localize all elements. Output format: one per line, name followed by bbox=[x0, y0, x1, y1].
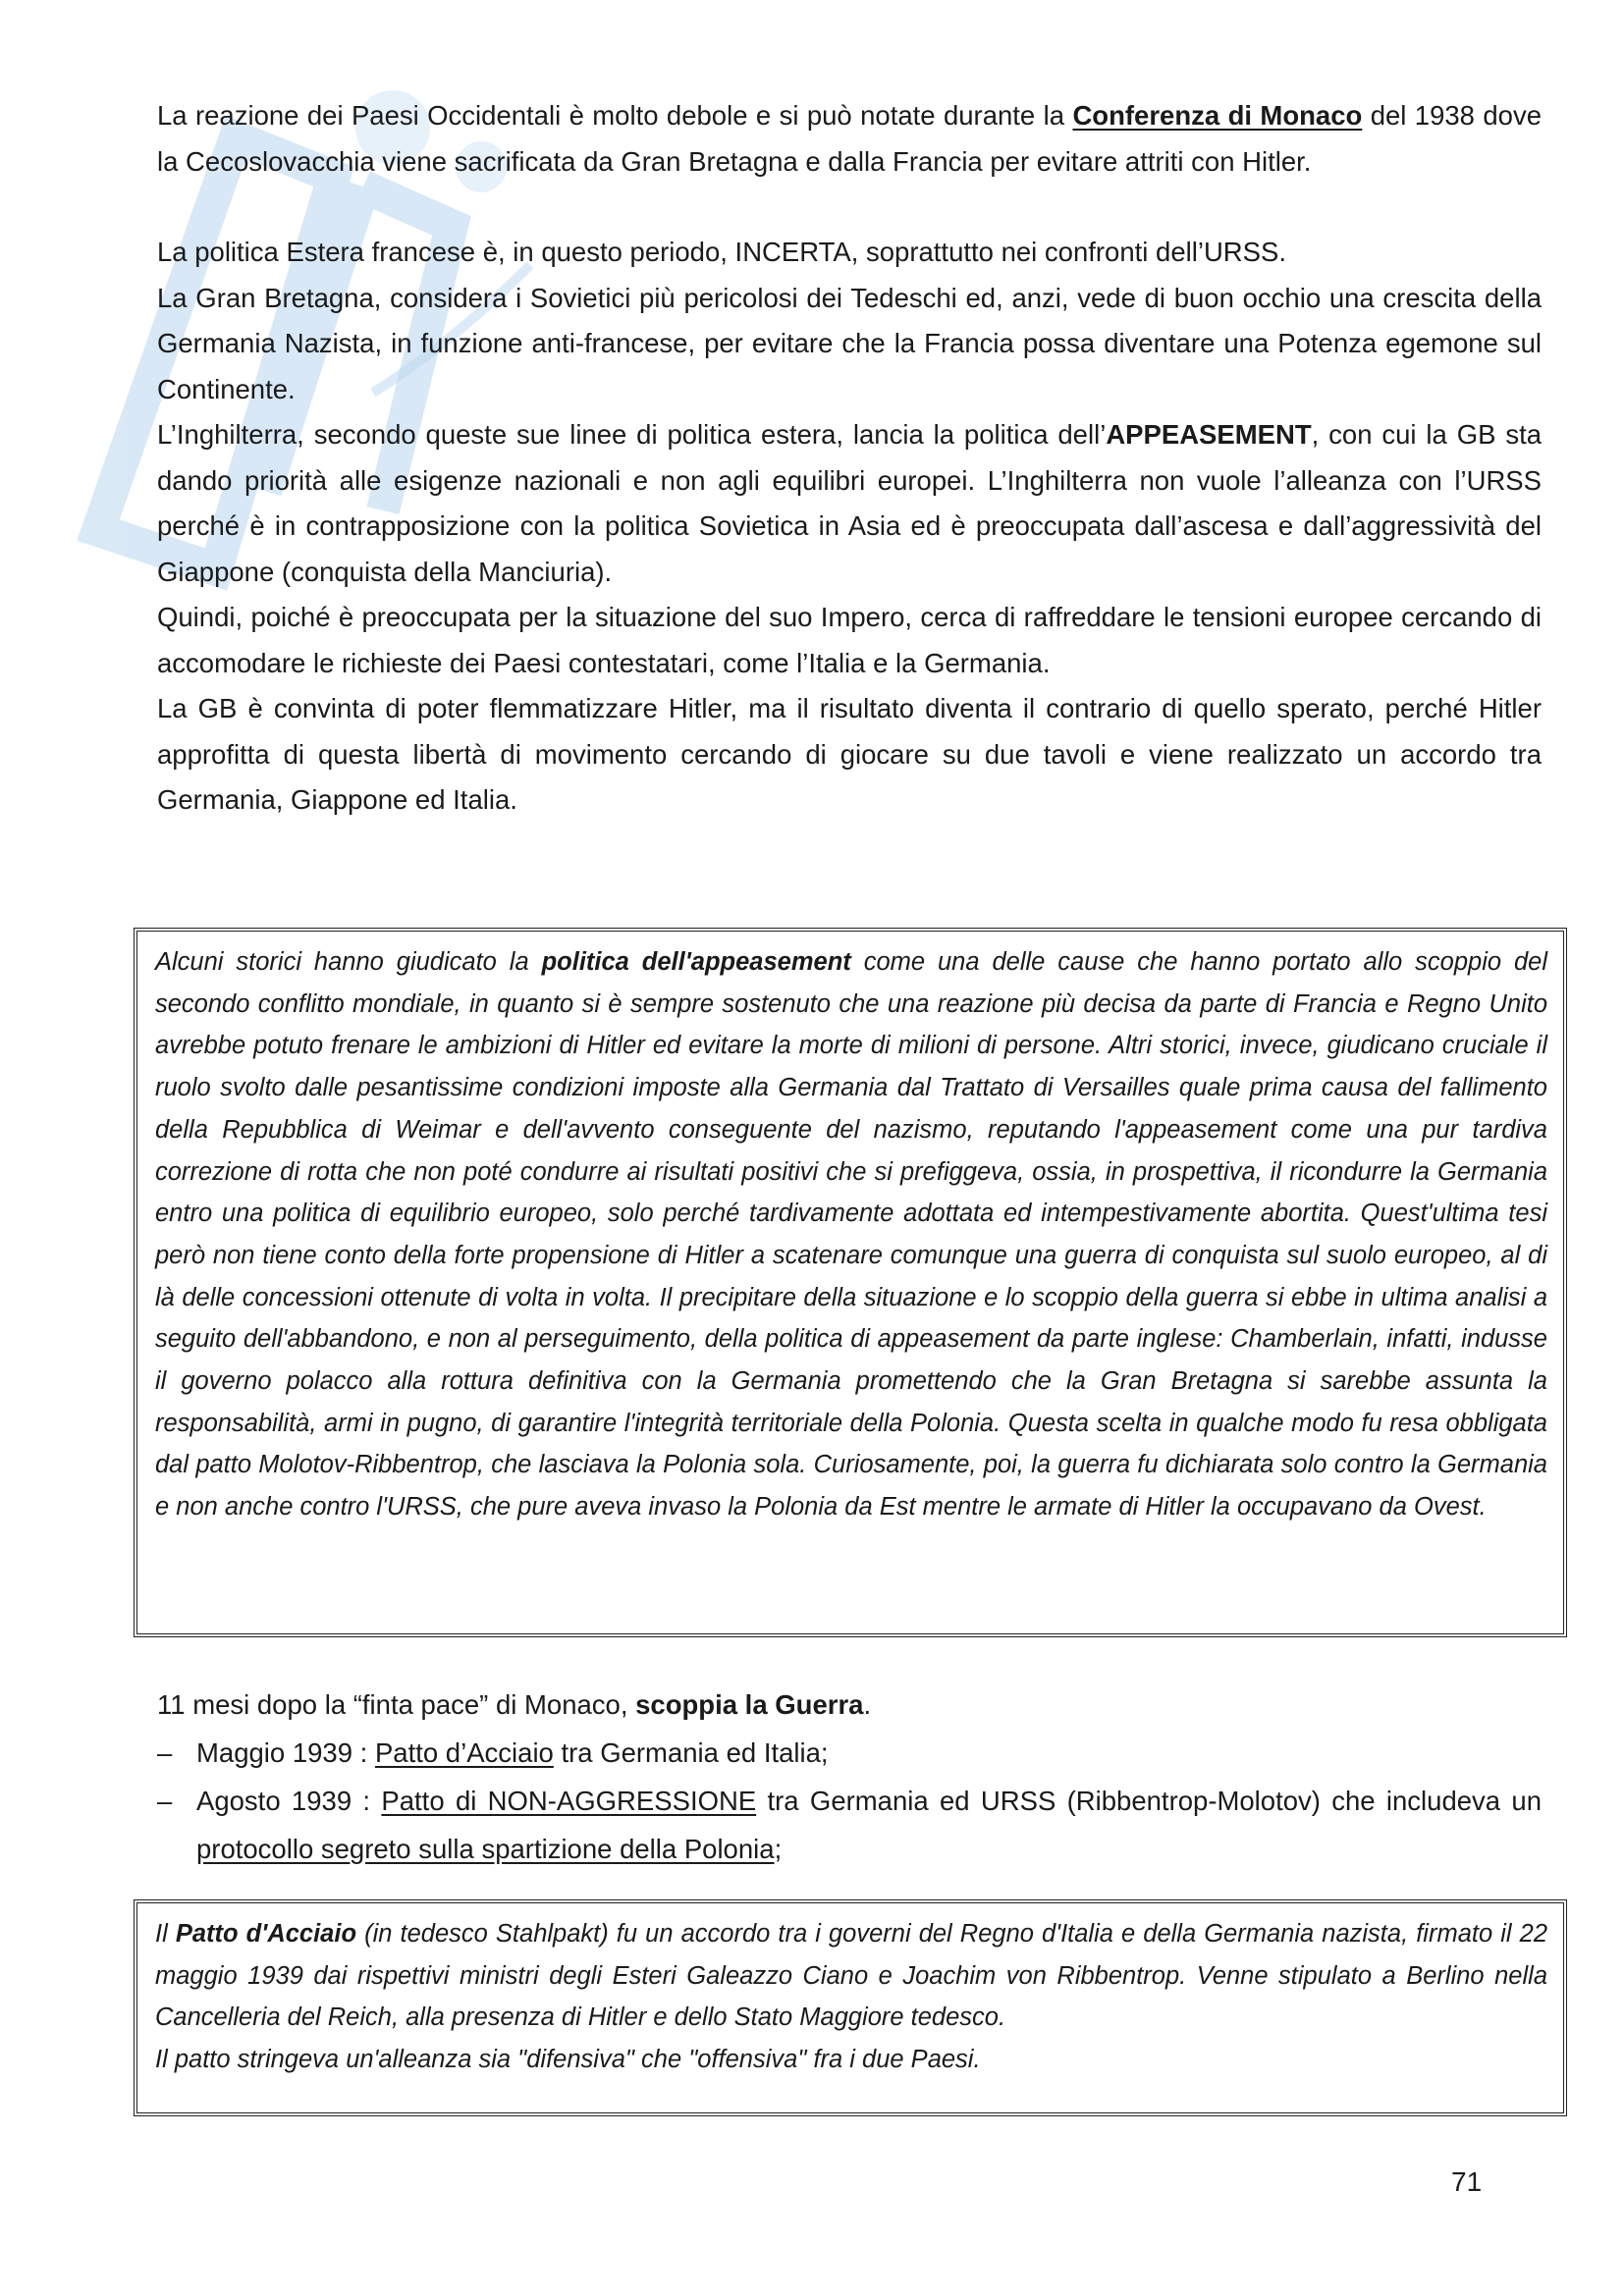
list-item-patto-acciaio: – Maggio 1939 : Patto d’Acciaio tra Germania ed Italia; bbox=[157, 1729, 1542, 1777]
patto-acciaio-note-line2: Il patto stringeva un'alleanza sia "difensiva" che "offensiva" fra i due Paesi. bbox=[155, 2046, 981, 2074]
war-intro: 11 mesi dopo la “finta pace” di Monaco, scoppia la Guerra. bbox=[157, 1689, 872, 1720]
paragraph-impero: Quindi, poiché è preoccupata per la situazione del suo Impero, cerca di raffreddare le tensioni europee cercando di accomodare le richieste dei Paesi contestatari, come l’Italia e la Germania. bbox=[157, 602, 1542, 678]
main-text bbox=[157, 93, 1542, 824]
list-dash: – bbox=[157, 1737, 173, 1768]
non-aggressione-term: Patto di NON-AGGRESSIONE bbox=[381, 1786, 757, 1816]
patto-acciaio-note-box bbox=[134, 1899, 1567, 2116]
patto-acciaio-link-text: Patto d’Acciaio bbox=[374, 1737, 554, 1768]
conferenza-monaco-term: Conferenza di Monaco bbox=[1072, 100, 1363, 131]
scoppia-guerra-term: scoppia la Guerra bbox=[635, 1689, 864, 1720]
page-number: 71 bbox=[1451, 2166, 1483, 2197]
paragraph-monaco: La reazione dei Paesi Occidentali è molto debole e si può notate durante la Conferenza di Monaco del 1938 dove la Cecoslovacchia viene sacrificata da Gran Bretagna e dalla Francia per evitare attriti con Hitler. bbox=[157, 100, 1543, 177]
protocollo-segreto-term: protocollo segreto sulla spartizione della Polonia bbox=[196, 1834, 775, 1864]
paragraph-politica-francese: La politica Estera francese è, in questo periodo, INCERTA, soprattutto nei confronti dell’URSS. bbox=[157, 237, 1286, 267]
list-item-non-aggressione: – Agosto 1939 : Patto di NON-AGGRESSIONE tra Germania ed URSS (Ribbentrop-Molotov) che includeva un protocollo segreto sulla spartizione della Polonia; bbox=[157, 1777, 1542, 1873]
paragraph-hitler: La GB è convinta di poter flemmatizzare Hitler, ma il risultato diventa il contrario di quello sperato, perché Hitler approfitta di questa libertà di movimento cercando di giocare su due tavoli e viene realizzato un accordo tra Germania, Giappone ed Italia. bbox=[157, 693, 1542, 815]
appeasement-term: APPEASEMENT bbox=[1106, 419, 1312, 450]
paragraph-gran-bretagna: La Gran Bretagna, considera i Sovietici più pericolosi dei Tedeschi ed, anzi, vede di buon occhio una crescita della Germania Nazista, in funzione anti-francese, per evitare che la Francia possa diventare una Potenza egemone sul Continente. bbox=[157, 282, 1542, 404]
politica-appeasement-term: politica dell'appeasement bbox=[541, 948, 851, 976]
war-section bbox=[157, 1681, 1542, 1873]
patto-acciaio-term: Patto d'Acciaio bbox=[175, 1920, 357, 1948]
paragraph-appeasement: L’Inghilterra, secondo queste sue linee di politica estera, lancia la politica dell’APPEASEMENT, con cui la GB sta dando priorità alle esigenze nazionali e non agli equilibri europei. L’Inghilterra non vuole l’alleanza con l’URSS perché è in contrapposizione con la politica Sovietica in Asia ed è preoccupata dall’ascesa e dall’aggressività del Giappone (conquista della Manciuria). bbox=[157, 419, 1543, 587]
list-dash: – bbox=[157, 1786, 173, 1816]
appeasement-note-box bbox=[134, 928, 1567, 1637]
appeasement-note-text: Alcuni storici hanno giudicato la politica dell'appeasement come una delle cause che hanno portato allo scoppio del secondo conflitto mondiale, in quanto si è sempre sostenuto che una reazione più decisa da parte di Francia e Regno Unito avrebbe potuto frenare le ambizioni di Hitler ed evitare la morte di milioni di persone. Altri storici, invece, giudicano cruciale il ruolo svolto dalle pesantissime condizioni imposte alla Germania dal Trattato di Versailles quale prima causa del fallimento della Repubblica di Weimar e dell'avvento conseguente del nazismo, reputando l'appeasement come una pur tardiva correzione di rotta che non poté condurre ai risultati positivi che si prefiggeva, ossia, in prospettiva, il ricondurre la Germania entro una politica di equilibrio europeo, solo perché tardivamente adottata ed intempestivamente abortita. Quest'ultima tesi però non tiene conto della forte propensione di Hitler a scatenare comunque una guerra di conquista sul suolo europeo, al di là delle concessioni ottenute di volta in volta. Il precipitare della situazione e lo scoppio della guerra si ebbe in ultima analisi a seguito dell'abbandono, e non al perseguimento, della politica di appeasement da parte inglese: Chamberlain, infatti, indusse il governo polacco alla rottura definitiva con la Germania promettendo che la Gran Bretagna si sarebbe assunta la responsabilità, armi in pugno, di garantire l'integrità territoriale della Polonia. Questa scelta in qualche modo fu resa obbligata dal patto Molotov-Ribbentrop, che lasciava la Polonia sola. Curiosamente, poi, la guerra fu dichiarata solo contro la Germania e non anche contro l'URSS, che pure aveva invaso la Polonia da Est mentre le armate di Hitler la occupavano da Ovest. bbox=[155, 948, 1548, 1522]
patto-acciaio-note-text: Il Patto d'Acciaio (in tedesco Stahlpakt) fu un accordo tra i governi del Regno d'Italia e della Germania nazista, firmato il 22 maggio 1939 dai rispettivi ministri degli Esteri Galeazzo Ciano e Joachim von Ribbentrop. Venne stipulato a Berlino nella Cancelleria del Reich, alla presenza di Hitler e dello Stato Maggiore tedesco. bbox=[155, 1920, 1548, 2032]
